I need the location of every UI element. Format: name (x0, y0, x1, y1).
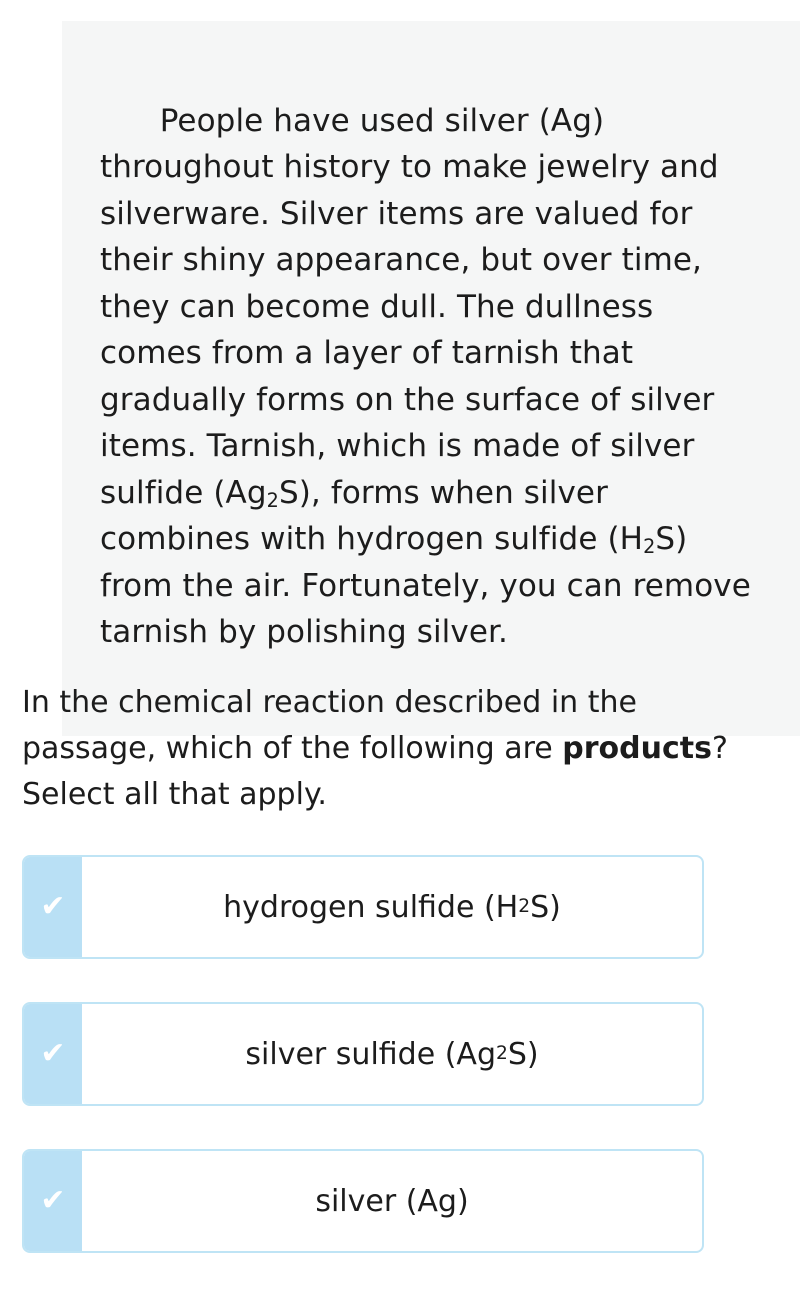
passage-segment-1: People have used silver (Ag) throughout history to make jewelry and silverware. Silver items are valued for their shiny appearance, but over time, they can become dull. The dullness comes from a layer of tarnish that gradually forms on the surface of silver items. Tarnish, which is made of silver sulfide (Ag (100, 102, 729, 511)
passage-segment-4: S) from the air. Fortunately, you can remove tarnish by polishing silver. (100, 521, 761, 650)
checkmark-icon[interactable]: ✔ (24, 1151, 82, 1251)
option-label-silver (82, 1151, 702, 1251)
passage-segment-2: S), forms when silver combines with hydrogen sulfide ( (100, 474, 620, 557)
answer-options (22, 855, 704, 1296)
question-prompt (22, 680, 752, 818)
option-text-prefix: silver (Ag) (315, 1183, 469, 1219)
option-text-suffix: S) (507, 1036, 539, 1072)
passage-subscript-1: 2 (266, 488, 279, 512)
passage-subscript-2: 2 (643, 535, 656, 559)
passage-text (100, 51, 762, 702)
checkmark-icon[interactable]: ✔ (24, 857, 82, 957)
option-label-silver-sulfide: silver sulfide (Ag 2 S) (245, 1036, 539, 1072)
passage-segment-3: H (619, 521, 644, 557)
option-hydrogen-sulfide[interactable] (22, 855, 704, 959)
option-text-suffix: S) (530, 889, 561, 925)
option-text-prefix: hydrogen sulfide (H (223, 889, 519, 925)
question-emphasis: products (562, 731, 712, 766)
question-trail: ? Select all that apply. (22, 731, 728, 812)
passage-box (62, 21, 800, 736)
checkmark-icon[interactable]: ✔ (24, 1004, 82, 1104)
option-silver-sulfide[interactable] (22, 1002, 704, 1106)
question-lead: In the chemical reaction described in the passage, which of the following are (22, 685, 637, 766)
option-text-prefix: silver sulfide (Ag (245, 1036, 496, 1072)
option-label-hydrogen-sulfide: hydrogen sulfide (H 2 S) (223, 889, 561, 925)
option-silver[interactable] (22, 1149, 704, 1253)
